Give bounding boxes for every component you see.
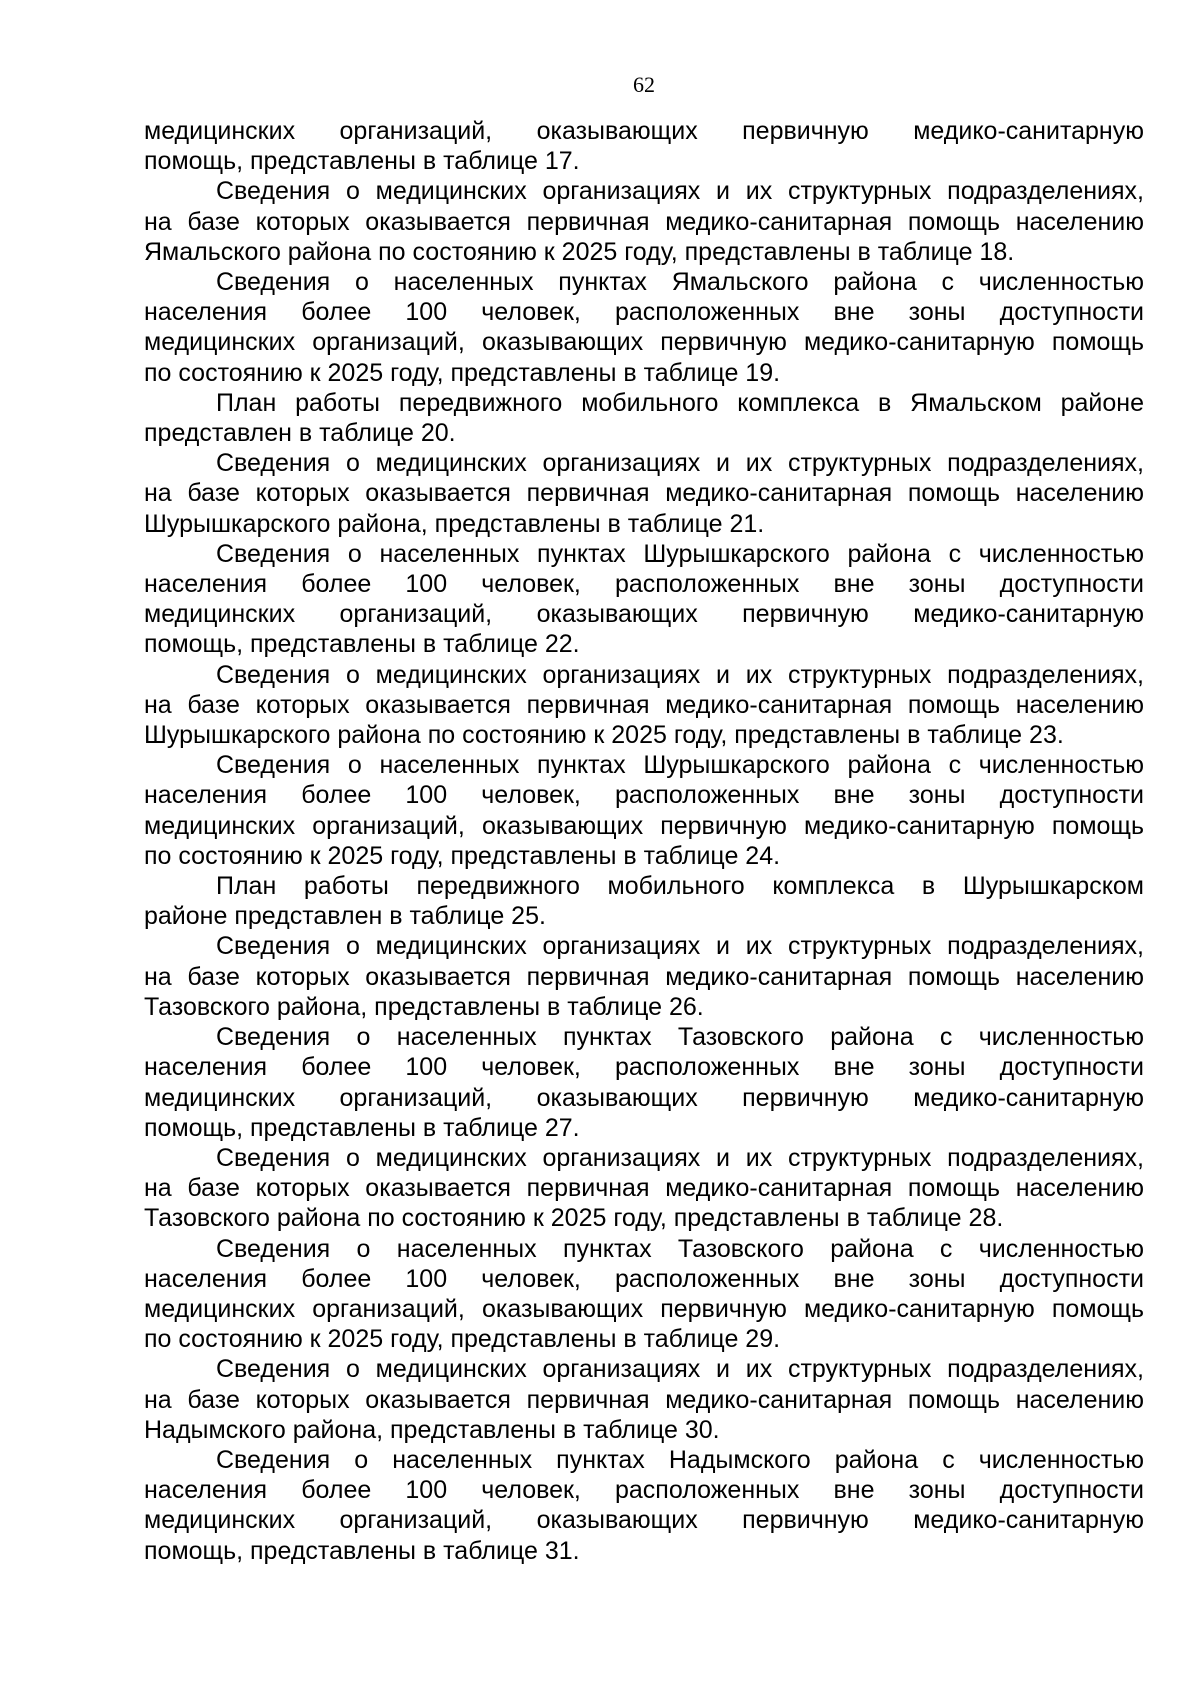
text-line: на базе которых оказывается первичная медико-санитарная помощь населению [144, 962, 1144, 991]
text-line: населения более 100 человек, расположенных вне зоны доступности [144, 1264, 1144, 1293]
text-line: медицинских организаций, оказывающих первичную медико-санитарную помощь [144, 1294, 1144, 1323]
text-line: Ямальского района по состоянию к 2025 году, представлены в таблице 18. [144, 237, 1015, 266]
text-line: Сведения о населенных пунктах Шурышкарского района с численностью [216, 539, 1144, 568]
text-line: Сведения о населенных пунктах Ямальского района с численностью [216, 268, 1144, 297]
text-line: Сведения о медицинских организациях и их структурных подразделениях, [216, 1355, 1144, 1384]
text-line: План работы передвижного мобильного комплекса в Ямальском районе [216, 388, 1144, 417]
paragraph [144, 267, 1144, 388]
text-line: Сведения о медицинских организациях и их структурных подразделениях, [216, 932, 1144, 961]
paragraph [144, 871, 1144, 931]
page-number: 62 [633, 72, 655, 97]
text-line: Сведения о медицинских организациях и их структурных подразделениях, [216, 449, 1144, 478]
text-line: населения более 100 человек, расположенных вне зоны доступности [144, 781, 1144, 810]
text-line: Сведения о медицинских организациях и их структурных подразделениях, [216, 177, 1144, 206]
paragraph [144, 448, 1144, 539]
paragraph [144, 931, 1144, 1022]
text-line: Сведения о населенных пунктах Шурышкарского района с численностью [216, 751, 1144, 780]
text-line: медицинских организаций, оказывающих первичную медико-санитарную [144, 117, 1144, 145]
text-line: помощь, представлены в таблице 27. [144, 1113, 580, 1142]
text-line: по состоянию к 2025 году, представлены в таблице 19. [144, 358, 781, 387]
text-line: медицинских организаций, оказывающих первичную медико-санитарную [144, 1506, 1144, 1535]
text-line: по состоянию к 2025 году, представлены в таблице 24. [144, 841, 781, 870]
text-line: на базе которых оказывается первичная медико-санитарная помощь населению [144, 479, 1144, 508]
text-line: населения более 100 человек, расположенных вне зоны доступности [144, 298, 1144, 327]
text-line: Тазовского района по состоянию к 2025 году, представлены в таблице 28. [144, 1204, 1004, 1233]
paragraph [144, 1234, 1144, 1355]
paragraph [144, 750, 1144, 871]
paragraph [144, 116, 1144, 176]
document-body [144, 116, 1144, 1566]
paragraph [144, 1354, 1144, 1445]
text-line: Сведения о населенных пунктах Тазовского района с численностью [216, 1023, 1144, 1052]
text-line: помощь, представлены в таблице 22. [144, 630, 580, 659]
text-line: медицинских организаций, оказывающих первичную медико-санитарную помощь [144, 811, 1144, 840]
text-line: медицинских организаций, оказывающих первичную медико-санитарную [144, 600, 1144, 629]
text-line: Сведения о медицинских организациях и их структурных подразделениях, [216, 1143, 1144, 1172]
text-line: на базе которых оказывается первичная медико-санитарная помощь населению [144, 207, 1144, 236]
paragraph [144, 1143, 1144, 1234]
text-line: медицинских организаций, оказывающих первичную медико-санитарную [144, 1083, 1144, 1112]
text-line: Сведения о медицинских организациях и их структурных подразделениях, [216, 660, 1144, 689]
text-line: на базе которых оказывается первичная медико-санитарная помощь населению [144, 1385, 1144, 1414]
text-line: Тазовского района, представлены в таблице 26. [144, 992, 704, 1021]
text-line: населения более 100 человек, расположенных вне зоны доступности [144, 1053, 1144, 1082]
text-line: Сведения о населенных пунктах Надымского района с численностью [216, 1445, 1144, 1474]
text-line: по состоянию к 2025 году, представлены в таблице 29. [144, 1325, 781, 1354]
text-line: медицинских организаций, оказывающих первичную медико-санитарную помощь [144, 328, 1144, 357]
text-line: на базе которых оказывается первичная медико-санитарная помощь населению [144, 690, 1144, 719]
text-line: помощь, представлены в таблице 17. [144, 147, 580, 176]
paragraph [144, 539, 1144, 660]
text-line: Шурышкарского района по состоянию к 2025 году, представлены в таблице 23. [144, 721, 1064, 750]
text-line: Шурышкарского района, представлены в таблице 21. [144, 509, 765, 538]
paragraph [144, 388, 1144, 448]
text-line: районе представлен в таблице 25. [144, 902, 546, 931]
paragraph [144, 1022, 1144, 1143]
text-line: представлен в таблице 20. [144, 419, 456, 448]
paragraph [144, 660, 1144, 751]
text-line: населения более 100 человек, расположенных вне зоны доступности [144, 1476, 1144, 1505]
text-line: Сведения о населенных пунктах Тазовского района с численностью [216, 1234, 1144, 1263]
text-line: План работы передвижного мобильного комплекса в Шурышкарском [216, 872, 1144, 901]
paragraph [144, 176, 1144, 267]
text-line: на базе которых оказывается первичная медико-санитарная помощь населению [144, 1174, 1144, 1203]
paragraph [144, 1445, 1144, 1566]
text-line: Надымского района, представлены в таблице 30. [144, 1415, 720, 1444]
text-line: помощь, представлены в таблице 31. [144, 1536, 580, 1565]
text-line: населения более 100 человек, расположенных вне зоны доступности [144, 570, 1144, 599]
